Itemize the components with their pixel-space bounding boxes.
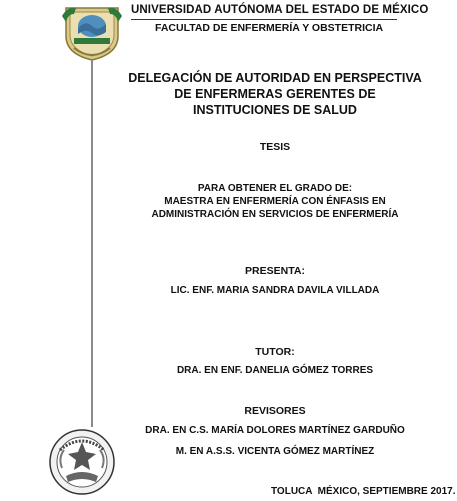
degree-line-3: ADMINISTRACIÓN EN SERVICIOS DE ENFERMERÍA [151,209,399,220]
presenter-label: PRESENTA: [245,265,305,277]
faculty-name: FACULTAD DE ENFERMERÍA Y OBSTETRICIA [155,22,384,34]
university-name: UNIVERSIDAD AUTÓNOMA DEL ESTADO DE MÉXICO [131,4,429,16]
thesis-title-line-2: DE ENFERMERAS GERENTES DE [174,87,376,101]
university-crest-icon [60,2,124,62]
reviewer-name: DRA. EN C.S. MARÍA DOLORES MARTÍNEZ GARDUÑO [145,425,405,436]
presenter-name: LIC. ENF. MARIA SANDRA DAVILA VILLADA [170,285,380,296]
place-and-date: TOLUCA MÉXICO, SEPTIEMBRE 2017. [271,486,456,497]
tutor-name: DRA. EN ENF. DANELIA GÓMEZ TORRES [176,365,374,376]
tutor-label: TUTOR: [255,346,295,358]
thesis-title [110,70,440,118]
national-seal-icon [46,428,118,496]
reviewer-name: M. EN A.S.S. VICENTA GÓMEZ MARTÍNEZ [175,446,375,457]
thesis-title-line-3: INSTITUCIONES DE SALUD [193,103,357,117]
header-underline [131,19,397,20]
reviewers-label: REVISORES [244,405,306,417]
vertical-divider [91,60,93,427]
thesis-title-line-1: DELEGACIÓN DE AUTORIDAD EN PERSPECTIVA [128,71,422,85]
degree-line-1: PARA OBTENER EL GRADO DE: [197,183,353,194]
document-type: TESIS [259,141,291,153]
degree-line-2: MAESTRA EN ENFERMERÍA CON ÉNFASIS EN [164,196,386,207]
degree-block [110,182,440,221]
